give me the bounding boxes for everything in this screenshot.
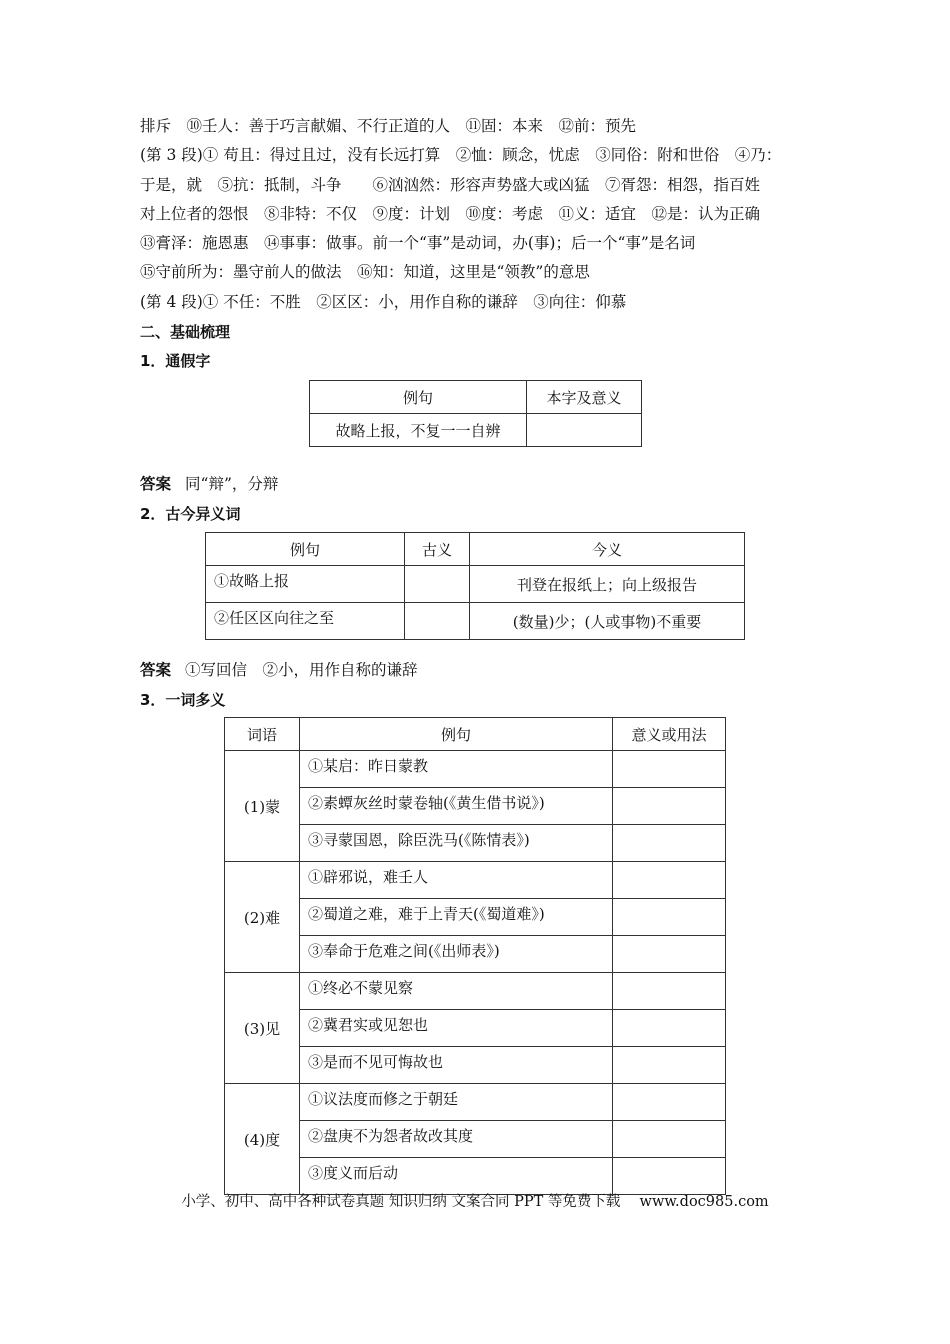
example-cell: ③是而不见可悔故也 [300, 1047, 613, 1084]
col-header-sentence: 例句 [206, 533, 405, 566]
answer-2 [140, 659, 418, 681]
table-row [225, 899, 726, 936]
table-row [225, 1084, 726, 1121]
sentence-cell: 故略上报，不复一一自辨 [310, 414, 527, 447]
col-header-ancient: 古义 [405, 533, 470, 566]
annotation-line-6: ⑮守前所为：墨守前人的做法 ⑯知：知道，这里是“领教”的意思 [140, 263, 590, 281]
usage-cell [613, 862, 726, 899]
usage-cell [613, 788, 726, 825]
usage-cell [613, 1158, 726, 1195]
answer-text: 同“辩”，分辩 [185, 475, 279, 493]
table-row [225, 862, 726, 899]
annotation-line-1: 排斥 ⑩壬人：善于巧言献媚、不行正道的人 ⑪固：本来 ⑫前：预先 [140, 117, 637, 135]
table-row [225, 973, 726, 1010]
example-cell: ①终必不蒙见察 [300, 973, 613, 1010]
usage-cell [613, 1084, 726, 1121]
table-row [206, 566, 745, 603]
word-cell: (1)蒙 [225, 751, 300, 862]
section-heading: 二、基础梳理 [140, 323, 231, 341]
example-cell: ②盘庚不为怨者故改其度 [300, 1121, 613, 1158]
annotation-line-5: ⑬膏泽：施恩惠 ⑭事事：做事。前一个“事”是动词，办(事)；后一个“事”是名词 [140, 234, 696, 252]
table-row [225, 1158, 726, 1195]
usage-cell [613, 1047, 726, 1084]
usage-cell [613, 936, 726, 973]
table-row [225, 1010, 726, 1047]
footer-text: 小学、初中、高中各种试卷真题 知识归纳 文案合同 PPT 等免费下载 www.doc985.com [181, 1194, 769, 1210]
usage-cell [613, 973, 726, 1010]
example-cell: ①议法度而修之于朝廷 [300, 1084, 613, 1121]
modern-meaning-cell: 刊登在报纸上；向上级报告 [470, 566, 745, 603]
answer-label: 答案 [140, 475, 172, 493]
table-row [225, 1121, 726, 1158]
ancient-meaning-cell [405, 566, 470, 603]
sentence-cell: ①故略上报 [206, 566, 405, 603]
example-cell: ②蜀道之难，难于上青天(《蜀道难》) [300, 899, 613, 936]
sentence-cell: ②任区区向往之至 [206, 603, 405, 640]
annotation-line-4: 对上位者的怨恨 ⑧非特：不仅 ⑨度：计划 ⑩度：考虑 ⑪义：适宜 ⑫是：认为正确 [140, 205, 761, 223]
col-header-sentence: 例句 [300, 718, 613, 751]
table-row [225, 751, 726, 788]
tongjiazi-heading: 1．通假字 [140, 352, 211, 370]
col-header-modern: 今义 [470, 533, 745, 566]
usage-cell [613, 751, 726, 788]
tongjiazi-table [309, 380, 642, 447]
usage-cell [613, 899, 726, 936]
col-header-sentence: 例句 [310, 381, 527, 414]
example-cell: ②素蟫灰丝时蒙卷轴(《黄生借书说》) [300, 788, 613, 825]
table-row [206, 603, 745, 640]
usage-cell [613, 825, 726, 862]
table-row [225, 825, 726, 862]
word-cell: (3)见 [225, 973, 300, 1084]
answer-1 [140, 473, 278, 495]
example-cell: ①某启：昨日蒙教 [300, 751, 613, 788]
gujinyiyi-heading: 2．古今异义词 [140, 505, 241, 523]
example-cell: ③寻蒙国恩，除臣洗马(《陈情表》) [300, 825, 613, 862]
example-cell: ②冀君实或见恕也 [300, 1010, 613, 1047]
modern-meaning-cell: (数量)少；(人或事物)不重要 [470, 603, 745, 640]
example-cell: ③奉命于危难之间(《出师表》) [300, 936, 613, 973]
example-cell: ③度义而后动 [300, 1158, 613, 1195]
answer-label: 答案 [140, 661, 172, 679]
usage-cell [613, 1121, 726, 1158]
yiciduoyi-table [224, 717, 726, 1195]
example-cell: ①辟邪说，难壬人 [300, 862, 613, 899]
col-header-usage: 意义或用法 [613, 718, 726, 751]
annotation-line-3: 于是，就 ⑤抗：抵制，斗争 ⑥汹汹然：形容声势盛大或凶猛 ⑦胥怨：相怨，指百姓 [140, 176, 761, 194]
table-row [225, 936, 726, 973]
ancient-meaning-cell [405, 603, 470, 640]
word-cell: (2)难 [225, 862, 300, 973]
col-header-word: 词语 [225, 718, 300, 751]
word-cell: (4)度 [225, 1084, 300, 1195]
annotation-line-2: (第 3 段)① 苟且：得过且过，没有长远打算 ②恤：顾念，忧虑 ③同俗：附和世俗 ④乃： [140, 146, 782, 164]
meaning-cell [527, 414, 642, 447]
yiciduoyi-heading: 3．一词多义 [140, 691, 226, 709]
usage-cell [613, 1010, 726, 1047]
answer-text: ①写回信 ②小，用作自称的谦辞 [185, 661, 418, 679]
annotation-line-7: (第 4 段)① 不任：不胜 ②区区：小，用作自称的谦辞 ③向往：仰慕 [140, 293, 627, 311]
col-header-meaning: 本字及意义 [527, 381, 642, 414]
gujinyiyi-table [205, 532, 745, 640]
table-row [225, 1047, 726, 1084]
table-row [225, 788, 726, 825]
